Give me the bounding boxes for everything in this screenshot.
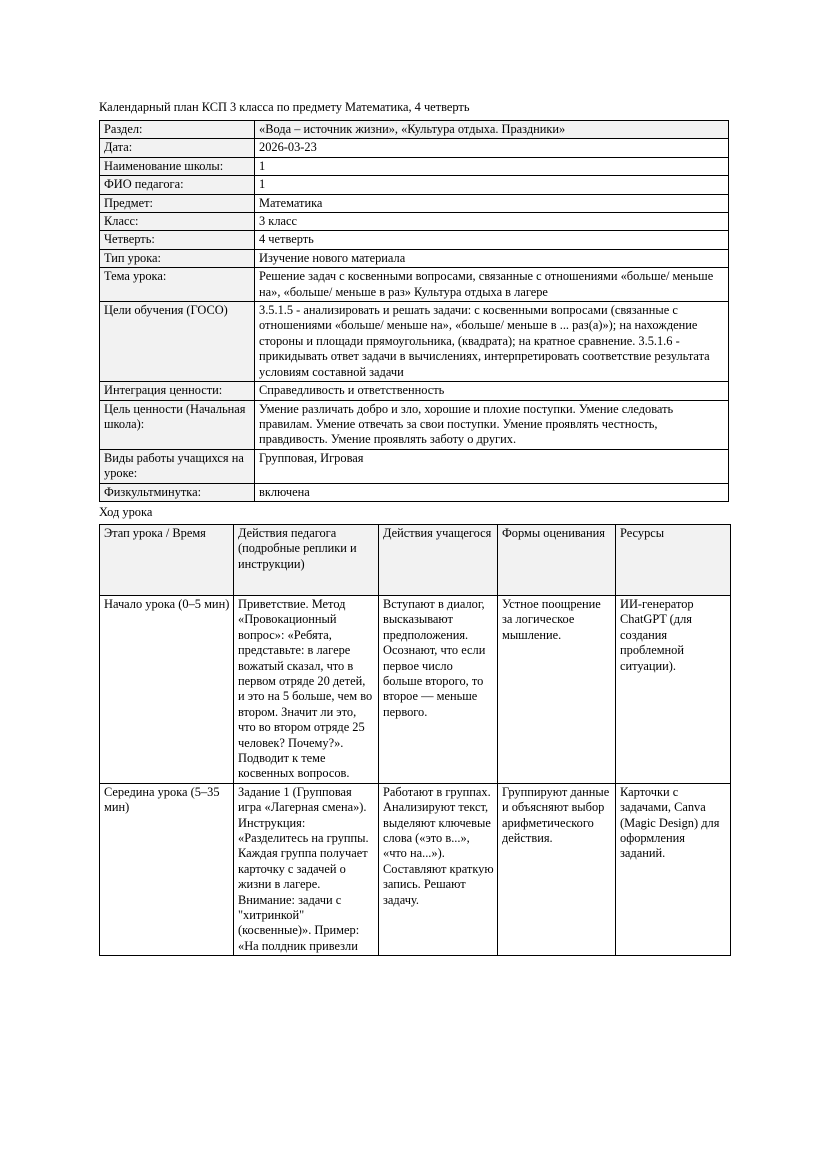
info-label: Цель ценности (Начальная школа): <box>100 400 255 449</box>
table-row <box>100 121 729 139</box>
cell-teacher-actions: Приветствие. Метод «Провокационный вопрос»: «Ребята, представьте: в лагере вожатый сказал, что в первом отряде 20 детей, и это на 5 больше, чем во втором. Значит ли это, что во втором отряде 25 человек? Почему?». Подводит к теме косвенных вопросов. <box>234 595 379 783</box>
table-row <box>100 176 729 194</box>
table-row <box>100 231 729 249</box>
info-label: Наименование школы: <box>100 157 255 175</box>
info-label: Предмет: <box>100 194 255 212</box>
table-row <box>100 483 729 501</box>
cell-resources: Карточки с задачами, Canva (Magic Design) для оформления заданий. <box>616 783 731 955</box>
info-value: включена <box>255 483 729 501</box>
cell-teacher-actions: Задание 1 (Групповая игра «Лагерная смена»). Инструкция: «Разделитесь на группы. Каждая группа получает карточку с задачей о жизни в лагере. Внимание: задачи с "хитринкой" (косвенные)». Пример: «На полдник привезли <box>234 783 379 955</box>
page-title: Календарный план КСП 3 класса по предмету Математика, 4 четверть <box>99 100 470 114</box>
info-value: Изучение нового материала <box>255 249 729 267</box>
lesson-flow-table <box>99 524 731 956</box>
cell-stage: Начало урока (0–5 мин) <box>100 595 234 783</box>
table-row <box>100 249 729 267</box>
info-value: 2026-03-23 <box>255 139 729 157</box>
info-label: Цели обучения (ГОСО) <box>100 302 255 382</box>
info-value: Математика <box>255 194 729 212</box>
section-caption-lesson-flow: Ход урока <box>99 504 153 519</box>
table-row <box>100 595 731 783</box>
table-row <box>100 213 729 231</box>
info-label: Тема урока: <box>100 268 255 302</box>
info-label: Раздел: <box>100 121 255 139</box>
info-label: Четверть: <box>100 231 255 249</box>
table-row <box>100 157 729 175</box>
info-value: 1 <box>255 157 729 175</box>
table-row <box>100 194 729 212</box>
info-value: Групповая, Игровая <box>255 449 729 483</box>
cell-resources: ИИ-генератор ChatGPT (для создания проблемной ситуации). <box>616 595 731 783</box>
info-value: 4 четверть <box>255 231 729 249</box>
cell-assessment: Устное поощрение за логическое мышление. <box>498 595 616 783</box>
column-header-resources: Ресурсы <box>616 524 731 595</box>
info-value: Решение задач с косвенными вопросами, связанные с отношениями «больше/ меньше на», «больше/ меньше в раз» Культура отдыха в лагере <box>255 268 729 302</box>
table-header-row <box>100 524 731 595</box>
table-row <box>100 302 729 382</box>
cell-student-actions: Вступают в диалог, высказывают предположения. Осознают, что если первое число больше второго, то второе — меньше первого. <box>379 595 498 783</box>
table-row <box>100 268 729 302</box>
info-value: 1 <box>255 176 729 194</box>
table-row <box>100 400 729 449</box>
info-label: Виды работы учащихся на уроке: <box>100 449 255 483</box>
info-value: «Вода – источник жизни», «Культура отдыха. Праздники» <box>255 121 729 139</box>
info-value: Справедливость и ответственность <box>255 382 729 400</box>
column-header-teacher-actions: Действия педагога (подробные реплики и инструкции) <box>234 524 379 595</box>
column-header-student-actions: Действия учащегося <box>379 524 498 595</box>
lesson-flow-body <box>100 595 731 955</box>
table-row <box>100 449 729 483</box>
cell-assessment: Группируют данные и объясняют выбор арифметического действия. <box>498 783 616 955</box>
lesson-flow-header <box>100 524 731 595</box>
info-label: Дата: <box>100 139 255 157</box>
table-row <box>100 382 729 400</box>
cell-student-actions: Работают в группах. Анализируют текст, выделяют ключевые слова («это в...», «что на...»). Составляют краткую запись. Решают задачу. <box>379 783 498 955</box>
info-value: Умение различать добро и зло, хорошие и плохие поступки. Умение следовать правилам. Умение отвечать за свои поступки. Умение проявлять честность, правдивость. Умение проявлять заботу о других. <box>255 400 729 449</box>
cell-stage: Середина урока (5–35 мин) <box>100 783 234 955</box>
column-header-assessment-forms: Формы оценивания <box>498 524 616 595</box>
info-label: Тип урока: <box>100 249 255 267</box>
info-value: 3 класс <box>255 213 729 231</box>
info-label: Физкультминутка: <box>100 483 255 501</box>
info-label: Класс: <box>100 213 255 231</box>
info-label: Интеграция ценности: <box>100 382 255 400</box>
table-row <box>100 783 731 955</box>
lesson-info-table <box>99 120 729 502</box>
info-label: ФИО педагога: <box>100 176 255 194</box>
info-value: 3.5.1.5 - анализировать и решать задачи: с косвенными вопросами (связанные с отношениями «больше/ меньше на», «больше/ меньше в ... раз(а)»); на нахождение стороны и площади прямоугольника, (квадрата); на кратное сравнение. 3.5.1.6 - прикидывать ответ задачи в вычислениях, интерпретировать соответствие результата условиям составной задачи <box>255 302 729 382</box>
column-header-stage: Этап урока / Время <box>100 524 234 595</box>
lesson-info-body <box>100 121 729 502</box>
table-row <box>100 139 729 157</box>
